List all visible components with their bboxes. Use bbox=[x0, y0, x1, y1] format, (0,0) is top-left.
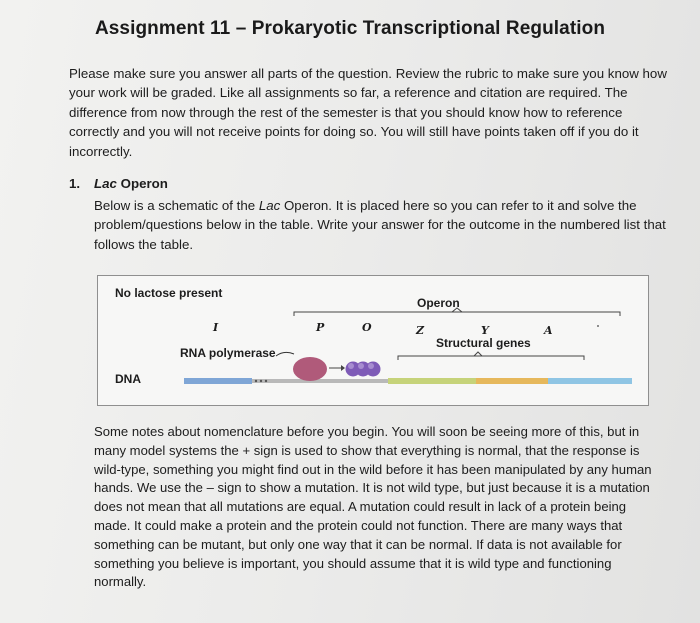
gene-o-label: O bbox=[362, 321, 372, 334]
diagram-heading: No lactose present bbox=[115, 286, 223, 300]
binding-arrowhead bbox=[341, 365, 345, 371]
question-desc-italic: Lac bbox=[258, 198, 281, 213]
structural-genes-label: Structural genes bbox=[436, 336, 531, 350]
gene-a-label: A bbox=[544, 324, 553, 337]
nomenclature-notes: Some notes about nomenclature before you begin. You will soon be seeing more of this, but in many model systems the + sign is used to show that everything is normal, that the response is wild-type, something you might find out in the wild before it has been manipulated by any human hands. We use the – sign to show a mutation. It is not wild type, but just because it is a mutation does not mean that all mutations are equal. A mutation could result in lack of a protein being made. It could make a protein and the protein could not function. There are many ways that something can be mutant, but only one way that it can be normal. If data is not available for something you believe is important, you should assume that it is wild type and functioning normally. bbox=[94, 424, 652, 590]
page-title: Assignment 11 – Prokaryotic Transcriptional Regulation bbox=[94, 18, 606, 39]
question-title-rest: Operon bbox=[116, 176, 168, 191]
dna-gap-dots bbox=[255, 380, 267, 382]
question-desc-after: Operon. It is placed here so you can refer to it and solve the problem/questions below in the table. Write your answer for the outcome in the numbered list that follows the table. bbox=[94, 198, 666, 252]
dna-lacI-segment bbox=[184, 378, 252, 384]
dna-lacZ-segment bbox=[388, 378, 476, 384]
structural-genes-bracket bbox=[398, 356, 584, 360]
dna-label: DNA bbox=[115, 372, 141, 386]
operon-label: Operon bbox=[417, 296, 460, 310]
gene-i-label: I bbox=[213, 321, 219, 334]
dna-lacY-segment bbox=[476, 378, 548, 384]
question-desc-before: Below is a schematic of the bbox=[94, 198, 259, 213]
question-description bbox=[94, 196, 674, 254]
question-title-italic: Lac bbox=[94, 176, 117, 191]
question-title bbox=[94, 176, 168, 191]
rna-polymerase-shape bbox=[293, 357, 327, 381]
dna-lacA-segment bbox=[548, 378, 632, 384]
lac-operon-diagram bbox=[97, 275, 649, 406]
gene-p-label: P bbox=[316, 321, 325, 334]
question-number: 1. bbox=[69, 176, 81, 191]
rna-polymerase-pointer bbox=[276, 352, 294, 356]
rna-polymerase-label: RNA polymerase bbox=[180, 346, 276, 360]
repressor-highlights bbox=[348, 363, 374, 369]
gene-y-label: Y bbox=[481, 324, 489, 337]
operon-bracket bbox=[294, 312, 620, 316]
intro-paragraph: Please make sure you answer all parts of the question. Review the rubric to make sure you know how your work will be graded. Like all assignments so far, a reference and citation are required. The difference from now through the rest of the semester is that you should know how to reference correctly and you will not receive points for doing so. You will still have points taken off if you do it incorrectly. bbox=[69, 66, 667, 159]
structural-genes-bracket-notch bbox=[474, 352, 482, 356]
dna-end-dot bbox=[597, 325, 599, 327]
gene-z-label: Z bbox=[416, 324, 425, 337]
